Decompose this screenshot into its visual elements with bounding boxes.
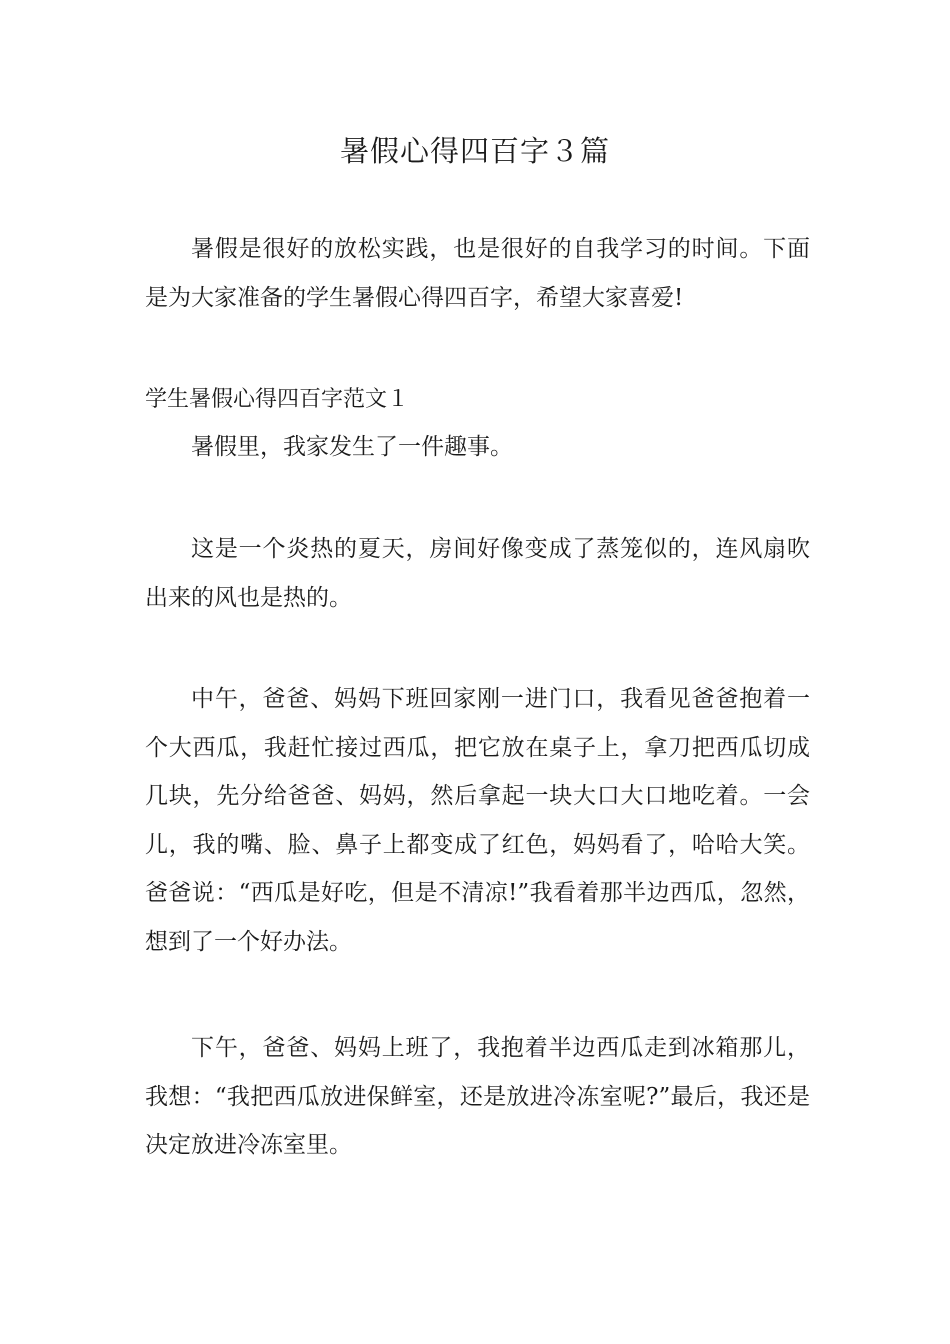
paragraph-1: 暑假里，我家发生了一件趣事。 bbox=[191, 434, 513, 460]
document-title: 暑假心得四百字３篇 bbox=[339, 136, 610, 168]
paragraph-3: 中午，爸爸、妈妈下班回家刚一进门口，我看见爸爸抱着一个大西瓜，我赶忙接过西瓜，把它放在桌子上，拿刀把西瓜切成几块，先分给爸爸、妈妈，然后拿起一块大口大口地吃着。一会儿，我的嘴、脸、鼻子上都变成了红色，妈妈看了，哈哈大笑。爸爸说：“西瓜是好吃，但是不清凉!”我看着那半边西瓜，忽然，想到了一个好办法。 bbox=[145, 686, 810, 955]
section-heading: 学生暑假心得四百字范文１ bbox=[145, 386, 410, 411]
intro-paragraph: 暑假是很好的放松实践，也是很好的自我学习的时间。下面是为大家准备的学生暑假心得四百字，希望大家喜爱! bbox=[145, 236, 810, 311]
paragraph-4: 下午，爸爸、妈妈上班了，我抱着半边西瓜走到冰箱那儿，我想：“我把西瓜放进保鲜室，还是放进冷冻室呢?”最后，我还是决定放进冷冻室里。 bbox=[145, 1035, 810, 1159]
paragraph-2: 这是一个炎热的夏天，房间好像变成了蒸笼似的，连风扇吹出来的风也是热的。 bbox=[145, 536, 810, 611]
